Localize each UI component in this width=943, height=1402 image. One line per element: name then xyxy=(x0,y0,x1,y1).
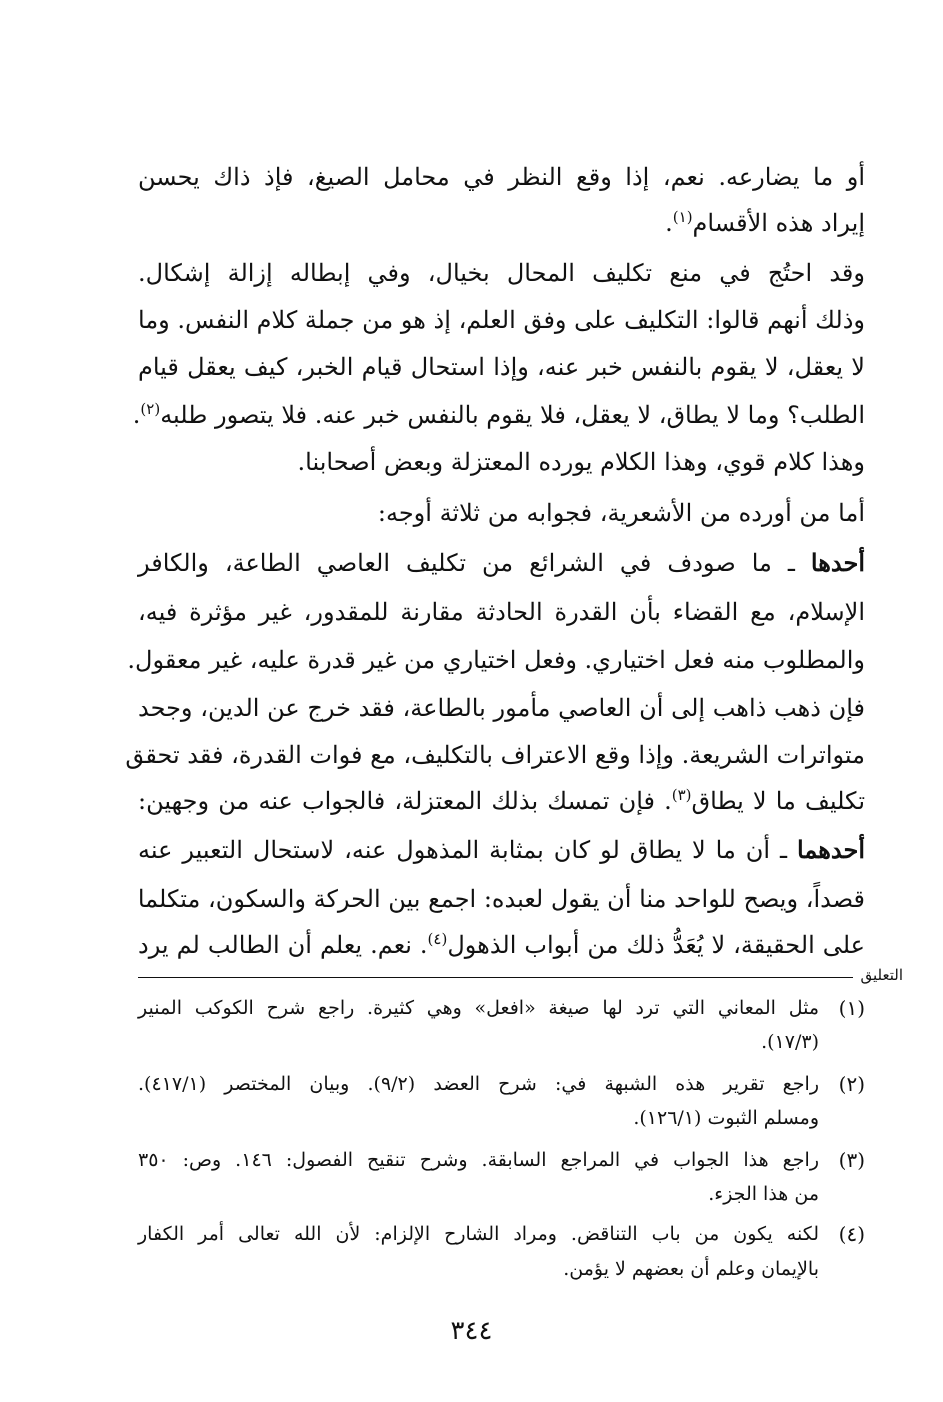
footnote-4-number: (٤) xyxy=(838,1222,865,1246)
body-line-4-text: وذلك أنهم قالوا: التكليف على وفق العلم، إذ هو من جملة كلام النفس. وما xyxy=(138,306,865,334)
footnote-1-number: (١) xyxy=(838,996,865,1020)
body-line-1 xyxy=(138,162,865,192)
body-line-13-text: متواترات الشريعة. وإذا وقع الاعتراف بالتكليف، مع فوات القدرة، فقد تحقق xyxy=(125,741,865,769)
footnotes-label: التعليق xyxy=(860,966,903,984)
footnote-ref-1[interactable]: (١) xyxy=(672,208,693,226)
body-line-10 xyxy=(138,597,865,627)
body-line-6-text: الطلب؟ وما لا يطاق، لا يعقل، فلا يقوم بالنفس خبر عنه. فلا يتصور طلبه xyxy=(160,401,865,429)
footnote-1-line-2: (١٧/٣). xyxy=(761,1031,819,1053)
body-line-4 xyxy=(138,305,865,335)
body-line-11 xyxy=(127,645,865,675)
body-line-5-text: لا يعقل، لا يقوم بالنفس خبر عنه، وإذا استحال قيام الخبر، كيف يعقل قيام xyxy=(138,353,865,381)
body-line-11-text: والمطلوب منه فعل اختياري. وفعل اختياري من غير قدرة عليه، غير معقول. xyxy=(127,646,865,674)
body-line-15-text: ـ أن ما لا يطاق لو كان بمثابة المذهول عنه، لاستحال التعبير عنه xyxy=(138,836,798,864)
body-line-6-dot: . xyxy=(132,401,141,429)
body-line-17-rest: . نعم. يعلم أن الطالب لم يرد xyxy=(138,931,428,959)
body-line-2-text: إيراد هذه الأقسام xyxy=(692,209,865,237)
body-line-2-dot: . xyxy=(665,209,673,237)
body-line-3-text: وقد احتُج في منع تكليف المحال بخيال، وفي إبطاله إزالة إشكال. xyxy=(138,259,865,287)
body-line-7 xyxy=(138,447,865,477)
footnote-3-line-2: من هذا الجزء. xyxy=(708,1183,819,1205)
point-heading-first: أحدها xyxy=(810,548,865,577)
footnote-ref-2[interactable]: (٢) xyxy=(140,400,161,418)
body-line-12-text: فإن ذهب ذاهب إلى أن العاصي مأمور بالطاعة، فقد خرج عن الدين، وجحد xyxy=(138,694,865,722)
body-line-14-rest: . فإن تمسك بذلك المعتزلة، فالجواب عنه من وجهين: xyxy=(138,787,672,815)
body-line-5 xyxy=(138,352,865,382)
body-line-17-text: على الحقيقة، لا يُعَدُّ ذلك من أبواب الذهول xyxy=(447,931,865,959)
body-line-1-text: أو ما يضارعه. نعم، إذا وقع النظر في محامل الصيغ، فإذ ذاك يحسن xyxy=(138,163,865,191)
body-line-8 xyxy=(138,498,865,528)
page-number: ٣٤٤ xyxy=(450,1316,493,1346)
footnote-3-line-1: راجع هذا الجواب في المراجع السابقة. وشرح تنقيح الفصول: ١٤٦. وص: ٣٥٠ xyxy=(138,1149,819,1171)
body-line-14-text: تكليف ما لا يطاق xyxy=(691,787,865,815)
body-line-14 xyxy=(138,786,865,816)
footnote-4-line-1: لكنه يكون من باب التناقض. ومراد الشارح الإلزام: لأن الله تعالى أمر الكفار xyxy=(138,1223,819,1245)
footnote-ref-3[interactable]: (٣) xyxy=(671,786,692,804)
body-line-9 xyxy=(138,548,865,578)
footnote-ref-4[interactable]: (٤) xyxy=(427,930,448,948)
footnote-1-line-1: مثل المعاني التي ترد لها صيغة «افعل» وهي كثيرة. راجع شرح الكوكب المنير xyxy=(138,997,819,1019)
body-line-2 xyxy=(138,208,865,238)
footnotes-divider xyxy=(138,977,853,978)
footnote-2-number: (٢) xyxy=(838,1072,865,1096)
footnote-4-line-2: بالإيمان وعلم أن بعضهم لا يؤمن. xyxy=(563,1258,819,1280)
body-line-17 xyxy=(138,930,865,960)
body-line-9-text: ـ ما صودف في الشرائع من تكليف العاصي الطاعة، والكافر xyxy=(138,549,811,577)
footnote-2-line-2: ومسلم الثبوت (١٢٦/١). xyxy=(633,1107,819,1129)
body-line-6 xyxy=(132,400,865,430)
body-line-7-text: وهذا كلام قوي، وهذا الكلام يورده المعتزلة وبعض أصحابنا. xyxy=(297,448,865,476)
body-line-12 xyxy=(138,693,865,723)
footnote-2-line-1: راجع تقرير هذه الشبهة في: شرح العضد (٩/٢). وبيان المختصر (٤١٧/١). xyxy=(138,1073,819,1095)
point-heading-second: أحدهما xyxy=(797,835,865,864)
body-line-16 xyxy=(138,884,865,914)
body-line-16-text: قصداً، ويصح للواحد منا أن يقول لعبده: اجمع بين الحركة والسكون، متكلما xyxy=(137,885,865,913)
footnote-3-number: (٣) xyxy=(838,1148,865,1172)
body-line-8-text: أما من أورده من الأشعرية، فجوابه من ثلاثة أوجه: xyxy=(377,499,865,527)
body-line-13 xyxy=(125,740,865,770)
body-line-3 xyxy=(138,258,865,288)
body-line-10-text: الإسلام، مع القضاء بأن القدرة الحادثة مقارنة للمقدور، غير مؤثرة فيه، xyxy=(138,598,865,626)
body-line-15 xyxy=(138,835,865,865)
